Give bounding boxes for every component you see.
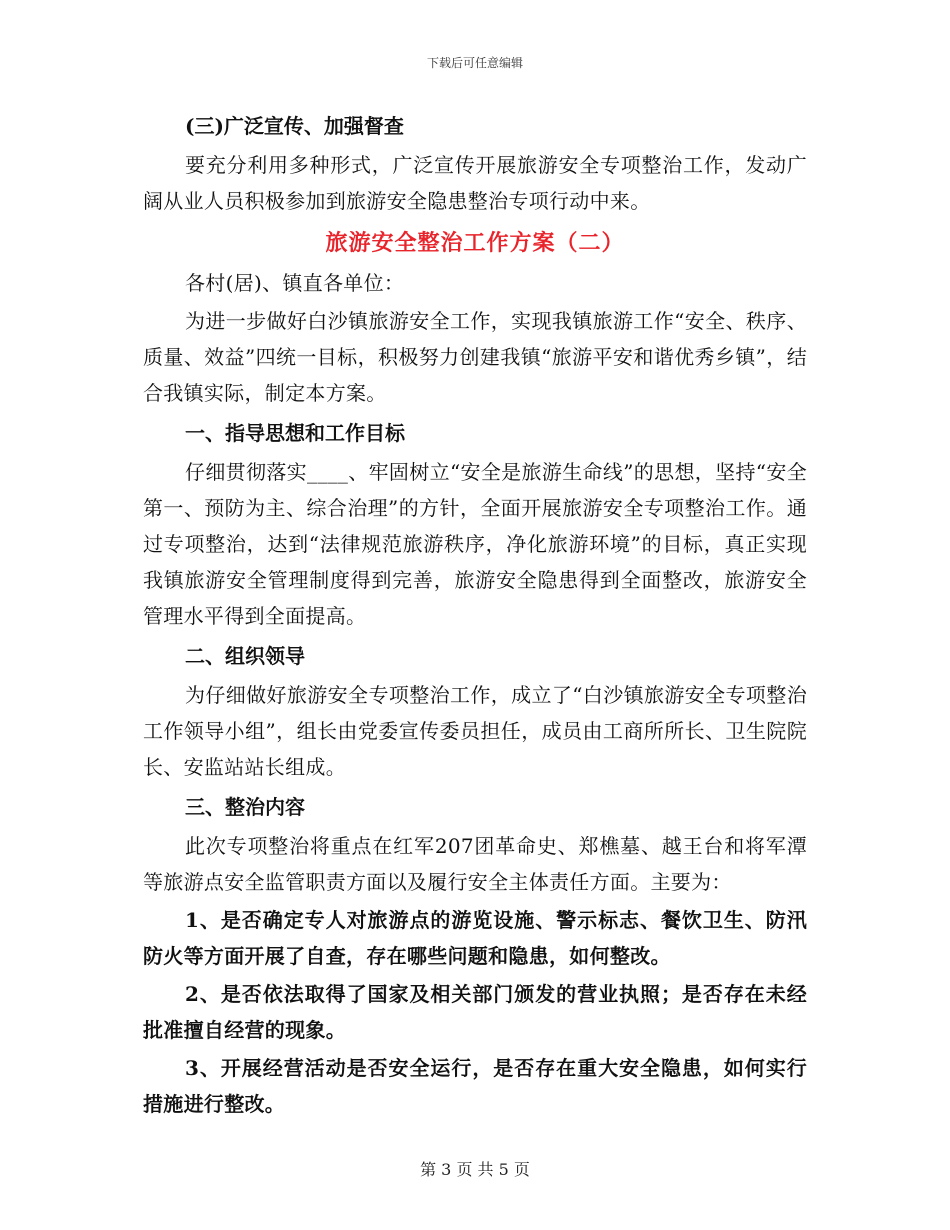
section-heading-publicity: (三)广泛宣传、加强督查 <box>185 114 404 138</box>
section-heading-contents: 三、整治内容 <box>185 795 305 819</box>
paragraph-publicity: 要充分利用多种形式，广泛宣传开展旅游安全专项整治工作，发动广阔从业人员积极参加到旅游安全隐患整治专项行动中来。 <box>143 153 807 213</box>
list-item-3: 3、开展经营活动是否安全运行，是否存在重大安全隐患，如何实行措施进行整改。 <box>143 1056 807 1116</box>
list-item-1: 1、是否确定专人对旅游点的游览设施、警示标志、餐饮卫生、防汛防火等方面开展了自查，存在哪些问题和隐患，如何整改。 <box>143 908 807 968</box>
paragraph-guiding-thought: 仔细贯彻落实____、牢固树立“安全是旅游生命线”的思想，坚持“安全第一、预防为主、综合治理”的方针，全面开展旅游安全专项整治工作。通过专项整治，达到“法律规范旅游秩序，净化旅游环境”的目标，真正实现我镇旅游安全管理制度得到完善，旅游安全隐患得到全面整改，旅游安全管理水平得到全面提高。 <box>143 460 807 628</box>
document-title: 旅游安全整治工作方案（二） <box>325 230 625 256</box>
salutation: 各村(居)、镇直各单位： <box>185 271 405 295</box>
list-item-2: 2、是否依法取得了国家及相关部门颁发的营业执照；是否存在未经批准擅自经营的现象。 <box>143 982 807 1042</box>
intro-paragraph: 为进一步做好白沙镇旅游安全工作，实现我镇旅游工作“安全、秩序、质量、效益”四统一目标，积极努力创建我镇“旅游平安和谐优秀乡镇”，结合我镇实际，制定本方案。 <box>143 309 807 405</box>
section-heading-organization: 二、组织领导 <box>185 644 305 668</box>
page-footer: 第 3 页 共 5 页 <box>420 1160 530 1179</box>
document-body <box>143 106 807 1124</box>
header-note: 下载后可任意编辑 <box>426 56 523 70</box>
paragraph-organization: 为仔细做好旅游安全专项整治工作，成立了“白沙镇旅游安全专项整治工作领导小组”，组长由党委宣传委员担任，成员由工商所所长、卫生院院长、安监站站长组成。 <box>143 683 807 779</box>
section-heading-guiding-thought: 一、指导思想和工作目标 <box>185 421 405 445</box>
paragraph-contents: 此次专项整治将重点在红军207团革命史、郑樵墓、越王台和将军潭等旅游点安全监管职责方面以及履行安全主体责任方面。主要为： <box>143 834 807 894</box>
